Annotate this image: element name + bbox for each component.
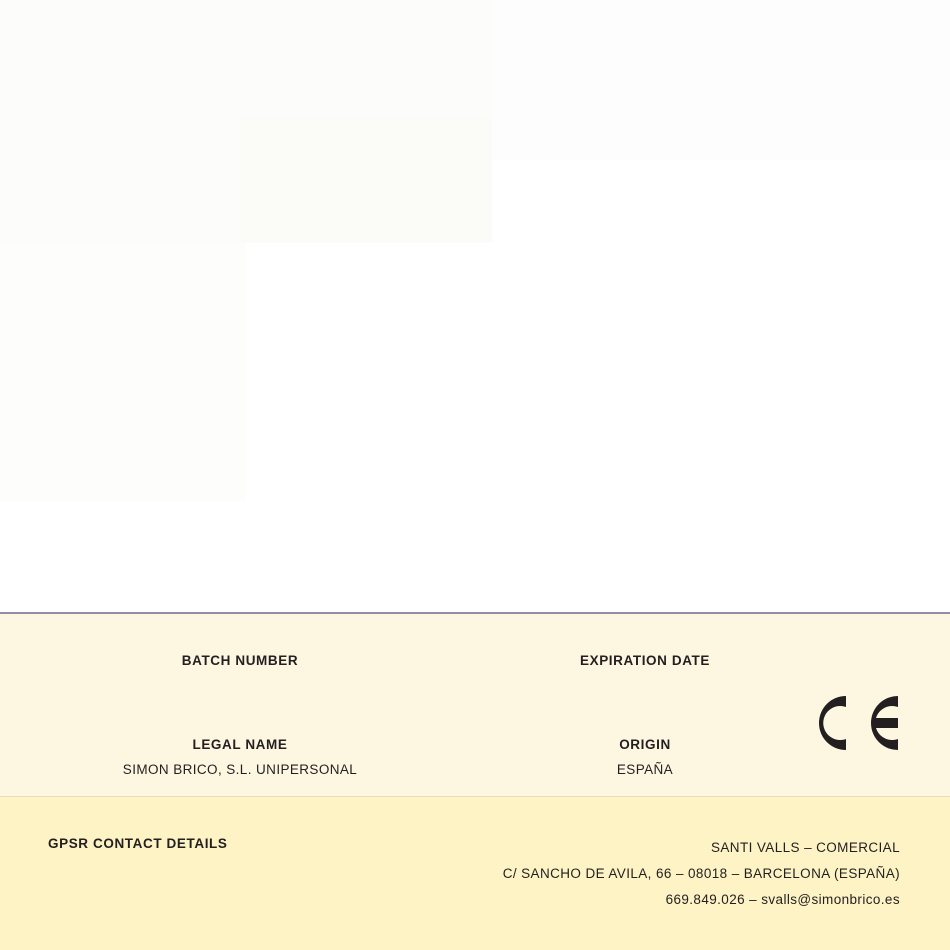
gpsr-contact-lines (503, 835, 900, 913)
gpsr-contact-label: GPSR CONTACT DETAILS (48, 836, 228, 851)
origin-field (480, 738, 810, 778)
info-row-batch-expiration (0, 654, 950, 679)
gpsr-contact-line-2: C/ SANCHO DE AVILA, 66 – 08018 – BARCELONA (ESPAÑA) (502, 866, 900, 881)
info-band (0, 614, 950, 796)
ghost-block-b (240, 118, 492, 242)
legal-name-label: LEGAL NAME (192, 737, 288, 752)
origin-label: ORIGIN (619, 737, 671, 752)
gpsr-contact-band (0, 797, 950, 950)
origin-value: ESPAÑA (616, 761, 674, 777)
legal-name-field (0, 738, 480, 778)
legal-name-value: SIMON BRICO, S.L. UNIPERSONAL (122, 761, 358, 777)
batch-number-label: BATCH NUMBER (181, 653, 299, 668)
ghost-block-c (0, 243, 246, 501)
expiration-date-label: EXPIRATION DATE (579, 653, 710, 668)
gpsr-contact-line-3: 669.849.026 – svalls@simonbrico.es (665, 892, 900, 907)
ce-mark-icon (802, 692, 902, 754)
batch-number-field (0, 654, 480, 679)
ghost-block-d (492, 0, 950, 160)
gpsr-contact-line-1: SANTI VALLS – COMERCIAL (710, 840, 900, 855)
expiration-date-field (480, 654, 810, 679)
